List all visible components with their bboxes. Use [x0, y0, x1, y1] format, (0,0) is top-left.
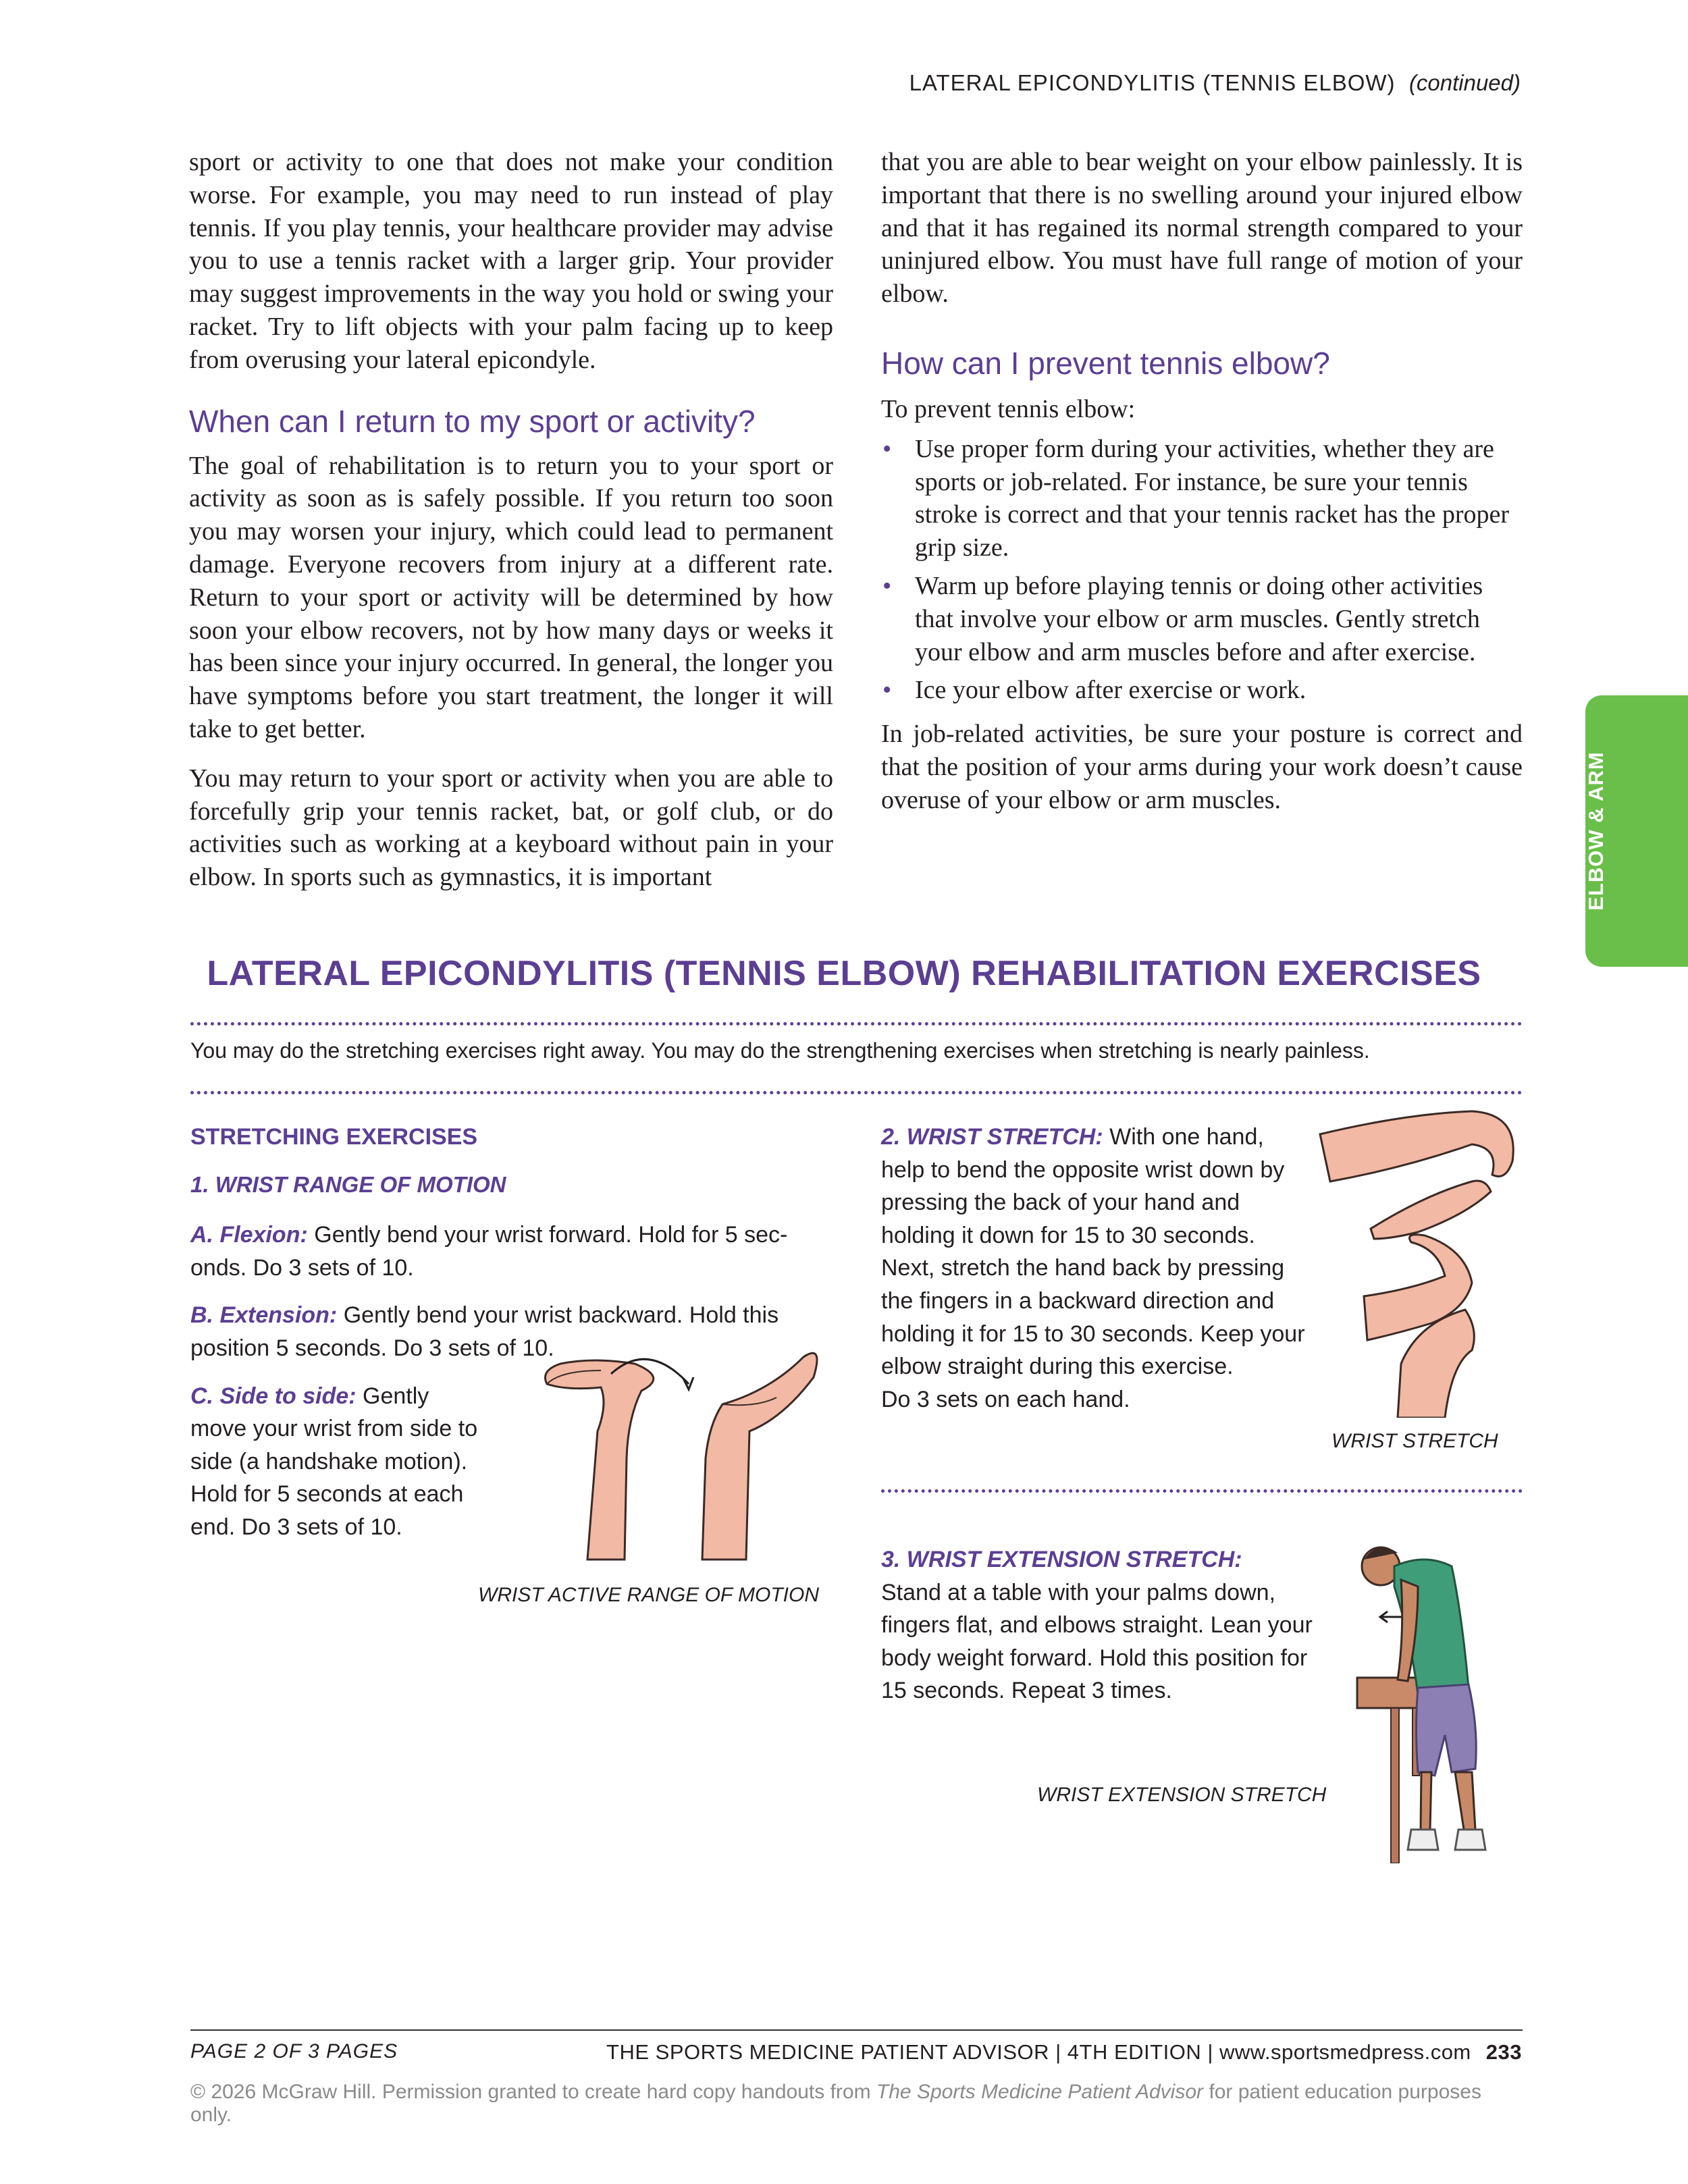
- caption-wrist-extension-stretch: WRIST EXTENSION STRETCH: [1037, 1784, 1327, 1806]
- copyright-title: The Sports Medicine Patient Advisor: [876, 2081, 1204, 2103]
- exercise-2-block: [881, 1121, 1313, 1416]
- exercise-1c-text: Gently move your wrist from side to side (a handshake motion). Hold for 5 seconds at each end. Do 3 sets of 10.: [190, 1383, 478, 1540]
- wrist-stretch-illustration: [1310, 1107, 1526, 1418]
- heading-prevent: How can I prevent tennis elbow?: [881, 345, 1330, 381]
- wrist-range-of-motion-illustration: [466, 1343, 837, 1566]
- running-head: [909, 70, 1521, 96]
- prevent-intro: To prevent tennis elbow:: [881, 394, 1136, 423]
- caption-wrist-range-of-motion: WRIST ACTIVE RANGE OF MOTION: [478, 1584, 820, 1606]
- publication-info: THE SPORTS MEDICINE PATIENT ADVISOR | 4TH EDITION | www.sportsmedpress.com: [606, 2040, 1471, 2064]
- rehab-intro: You may do the stretching exercises right away. You may do the strengthening exercises when stretching is nearly painless.: [190, 1038, 1370, 1063]
- prevent-list: [881, 433, 1523, 707]
- exercise-3-label: 3. WRIST EXTENSION STRETCH:: [881, 1547, 1242, 1572]
- caption-wrist-stretch: WRIST STRETCH: [1331, 1430, 1498, 1452]
- exercise-1b-text: Gently bend your wrist backward. Hold this position 5 seconds. Do 3 sets of 10.: [190, 1302, 779, 1361]
- prevent-bullet: • Warm up before playing tennis or doing other activities that involve your elbow or arm muscles. Gently stretch your elbow and arm muscles before and after exercise.: [881, 570, 1523, 668]
- dotted-divider: [190, 1091, 1523, 1094]
- exercise-2-label: 2. WRIST STRETCH:: [881, 1124, 1103, 1150]
- exercise-1c: [190, 1380, 487, 1544]
- section-tab-elbow-arm[interactable]: [1585, 695, 1688, 967]
- left-paragraph-1: sport or activity to one that does not make your condition worse. For example, you may need to run instead of play tennis. If you play tennis, your healthcare provider may advise you to use a tennis racket with a larger grip. Your provider may suggest improvements in the way you hold or swing your racket. Try to lift objects with your palm facing up to keep from overusing your lateral epicondyle.: [189, 148, 833, 374]
- right-paragraph-1: that you are able to bear weight on your elbow painlessly. It is important that there is no swelling around your injured elbow and that it has regained its normal strength compared to your uninjured elbow. You must have full range of motion of your elbow.: [881, 148, 1523, 309]
- exercise-2-text: [881, 1121, 1313, 1383]
- rehab-title: LATERAL EPICONDYLITIS (TENNIS ELBOW) REHABILITATION EXERCISES: [207, 954, 1481, 993]
- footer-rule: [190, 2029, 1523, 2031]
- exercise-2-sets: Do 3 sets on each hand.: [881, 1386, 1130, 1412]
- left-column: [189, 146, 833, 894]
- copyright-notice: [190, 2081, 1523, 2127]
- exercise-1a-text: Gently bend your wrist forward. Hold for 5 seconds. Do 3 sets of 10.: [190, 1222, 788, 1281]
- page-count: PAGE 2 OF 3 PAGES: [190, 2040, 398, 2062]
- wrist-extension-stretch-illustration: [1350, 1512, 1526, 1863]
- exercise-1b-label: B. Extension:: [190, 1302, 338, 1329]
- dotted-divider: [190, 1022, 1523, 1026]
- heading-return-to-sport: When can I return to my sport or activity?: [189, 403, 756, 439]
- footer-publication: [606, 2040, 1522, 2065]
- left-paragraph-3: You may return to your sport or activity when you are able to forcefully grip your tennis racket, bat, or golf club, or do activities such as working at a keyboard without pain in your elbow. In sports such as gymnastics, it is important: [189, 764, 833, 892]
- page-number: 233: [1485, 2040, 1522, 2064]
- left-paragraph-2: The goal of rehabilitation is to return you to your sport or activity as soon as is safely possible. If you return too soon you may worsen your injury, which could lead to permanent damage. Everyone recovers from injury at a different rate. Return to your sport or activity will be determined by how soon your elbow recovers, not by how many days or weeks it has been since your injury occurred. In general, the longer you have symptoms before you start treatment, the longer it will take to get better.: [189, 451, 833, 743]
- exercise-3-block: [881, 1543, 1327, 1707]
- section-tab-label: ELBOW & ARM: [1584, 751, 1608, 911]
- dotted-divider: [881, 1489, 1523, 1493]
- exercise-1a: [190, 1219, 812, 1284]
- right-column: [881, 146, 1523, 817]
- running-head-title: LATERAL EPICONDYLITIS (TENNIS ELBOW): [909, 70, 1396, 95]
- prevent-bullet: • Ice your elbow after exercise or work.: [881, 674, 1523, 707]
- copyright-pre: © 2026 McGraw Hill. Permission granted to create hard copy handouts from: [190, 2081, 876, 2103]
- exercise-1c-label: C. Side to side:: [190, 1383, 357, 1409]
- running-head-continued: (continued): [1408, 70, 1521, 95]
- exercise-2-description: With one hand, help to bend the opposite wrist down by pressing the back of your hand and holding it down for 15 to 30 seconds. Next, stretch the hand back by pressing the fingers in a backward direction and holding it for 15 to 30 seconds. Keep your elbow straight during this exercise.: [881, 1124, 1305, 1380]
- prevent-bullet: • Use proper form during your activities, whether they are sports or job-related. For instance, be sure your tennis stroke is correct and that your tennis racket has the proper grip size.: [881, 433, 1523, 564]
- copyright-post: for patient education purposes only.: [190, 2081, 1481, 2126]
- stretching-heading: STRETCHING EXERCISES: [190, 1124, 478, 1150]
- right-paragraph-final: In job-related activities, be sure your posture is correct and that the position of your arms during your work doesn’t cause overuse of your elbow or arm muscles.: [881, 720, 1523, 814]
- exercise-3-text: Stand at a table with your palms down, fingers flat, and elbows straight. Lean your body weight forward. Hold this position for 15 seconds. Repeat 3 times.: [881, 1579, 1313, 1704]
- exercise-1-title: 1. WRIST RANGE OF MOTION: [190, 1171, 506, 1197]
- exercise-1a-label: A. Flexion:: [190, 1222, 308, 1248]
